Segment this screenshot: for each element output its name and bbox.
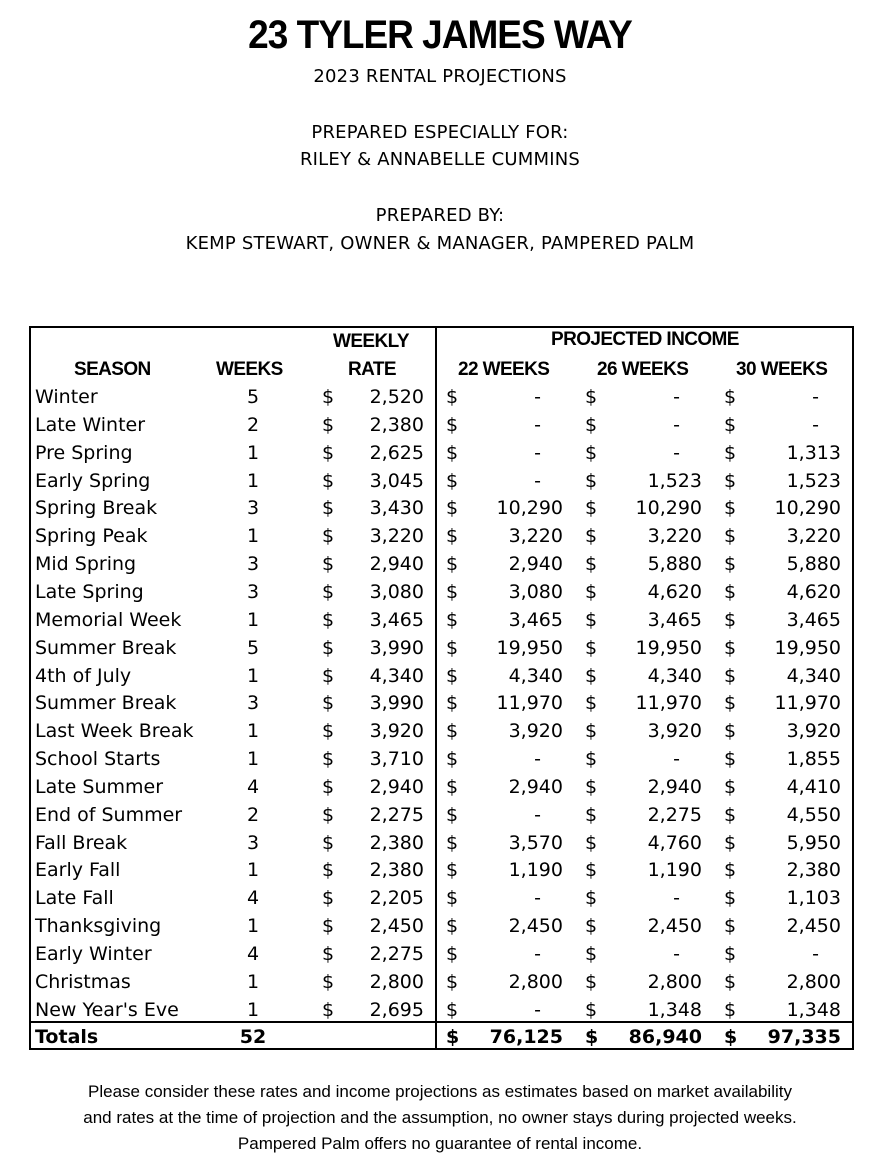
w22-currency: $: [446, 887, 459, 910]
season-cell: Spring Break: [35, 497, 158, 520]
season-cell: Memorial Week: [35, 608, 182, 631]
season-cell: Thanksgiving: [35, 915, 162, 938]
w22-currency: $: [446, 664, 459, 687]
weeks-cell: 1: [246, 998, 260, 1021]
w30-currency: $: [724, 970, 737, 993]
header-projected-income: PROJECTED INCOME: [551, 329, 739, 350]
rate-currency: $: [322, 413, 335, 436]
w22-currency: $: [446, 580, 459, 603]
w26-cell: 4,620: [647, 580, 702, 603]
weeks-cell: 5: [246, 636, 260, 659]
weeks-cell: 2: [246, 803, 260, 826]
weeks-cell: 4: [246, 943, 260, 965]
w30-cell: 11,970: [774, 692, 841, 715]
totals-divider: [29, 1021, 854, 1023]
season-cell: Late Spring: [35, 580, 144, 603]
rate-cell: 3,465: [369, 608, 424, 631]
totals-weeks: 52: [239, 1026, 267, 1048]
w30-cell: 4,340: [786, 664, 841, 687]
w26-cell: 5,880: [647, 553, 702, 576]
rate-currency: $: [322, 970, 335, 993]
w22-cell: -: [534, 887, 541, 910]
season-cell: Summer Break: [35, 636, 177, 659]
w22-cell: 3,920: [508, 720, 563, 743]
w22-currency: $: [446, 859, 459, 882]
weeks-cell: 3: [246, 497, 260, 520]
weeks-cell: 1: [246, 469, 260, 492]
w30-cell: 2,450: [786, 915, 841, 938]
header-26-weeks: 26 WEEKS: [597, 359, 689, 380]
w26-currency: $: [585, 413, 598, 436]
rate-cell: 4,340: [369, 664, 424, 687]
w30-currency: $: [724, 497, 737, 520]
w22-cell: -: [534, 441, 541, 464]
totals-currency-30: $: [724, 1026, 738, 1048]
rate-cell: 3,220: [369, 525, 424, 548]
rate-cell: 2,275: [369, 803, 424, 826]
w22-cell: 3,570: [508, 831, 563, 854]
season-cell: End of Summer: [35, 803, 183, 826]
w26-cell: 4,340: [647, 664, 702, 687]
w22-currency: $: [446, 748, 459, 771]
rate-currency: $: [322, 386, 335, 408]
w30-cell: 3,465: [786, 608, 841, 631]
w26-cell: -: [673, 413, 680, 436]
w22-currency: $: [446, 636, 459, 659]
rate-cell: 3,710: [369, 748, 424, 771]
w26-currency: $: [585, 469, 598, 492]
w30-currency: $: [724, 413, 737, 436]
header-season: SEASON: [74, 359, 151, 380]
header-weeks: WEEKS: [216, 359, 283, 380]
w30-cell: -: [812, 386, 819, 408]
weeks-cell: 1: [246, 970, 260, 993]
w26-currency: $: [585, 497, 598, 520]
totals-30-weeks: 97,335: [767, 1026, 841, 1048]
w30-currency: $: [724, 525, 737, 548]
w30-cell: 19,950: [774, 636, 841, 659]
prepared-by-label: PREPARED BY:: [375, 205, 505, 226]
w26-cell: 3,220: [647, 525, 702, 548]
w22-cell: 3,465: [508, 608, 563, 631]
weeks-cell: 1: [246, 608, 260, 631]
w26-cell: -: [673, 887, 680, 910]
season-cell: Mid Spring: [35, 553, 137, 576]
w26-currency: $: [585, 998, 598, 1021]
w30-currency: $: [724, 692, 737, 715]
season-cell: 4th of July: [35, 664, 132, 687]
rate-cell: 2,940: [369, 553, 424, 576]
w22-cell: 3,220: [508, 525, 563, 548]
table-column-divider: [435, 326, 437, 1050]
w30-currency: $: [724, 859, 737, 882]
w26-currency: $: [585, 803, 598, 826]
w26-currency: $: [585, 608, 598, 631]
header-22-weeks: 22 WEEKS: [458, 359, 550, 380]
rate-cell: 3,080: [369, 580, 424, 603]
w26-cell: 1,190: [647, 859, 702, 882]
w22-cell: -: [534, 943, 541, 965]
rate-cell: 2,520: [369, 386, 424, 408]
season-cell: Late Fall: [35, 887, 114, 910]
rate-cell: 3,430: [369, 497, 424, 520]
weeks-cell: 4: [246, 887, 260, 910]
w26-currency: $: [585, 664, 598, 687]
season-cell: Last Week Break: [35, 720, 194, 743]
weeks-cell: 1: [246, 915, 260, 938]
w30-currency: $: [724, 636, 737, 659]
rate-currency: $: [322, 553, 335, 576]
rate-currency: $: [322, 887, 335, 910]
rate-cell: 2,380: [369, 413, 424, 436]
w30-cell: 2,800: [786, 970, 841, 993]
rate-currency: $: [322, 441, 335, 464]
w26-currency: $: [585, 441, 598, 464]
w26-currency: $: [585, 887, 598, 910]
w22-cell: 2,800: [508, 970, 563, 993]
disclaimer-line-1: Please consider these rates and income projections as estimates based on market availability: [88, 1082, 792, 1101]
w30-cell: 1,855: [786, 748, 841, 771]
weeks-cell: 1: [246, 859, 260, 882]
w26-cell: 2,940: [647, 775, 702, 798]
prepared-for-name: RILEY & ANNABELLE CUMMINS: [299, 149, 581, 170]
weeks-cell: 1: [246, 664, 260, 687]
w26-cell: -: [673, 748, 680, 771]
w22-currency: $: [446, 831, 459, 854]
w26-currency: $: [585, 692, 598, 715]
totals-22-weeks: 76,125: [489, 1026, 563, 1048]
weeks-cell: 5: [246, 386, 260, 408]
season-cell: Summer Break: [35, 692, 177, 715]
w30-cell: 1,348: [786, 998, 841, 1021]
w26-currency: $: [585, 386, 598, 408]
w22-cell: 2,940: [508, 775, 563, 798]
w30-cell: 1,313: [786, 441, 841, 464]
rate-currency: $: [322, 469, 335, 492]
w26-currency: $: [585, 859, 598, 882]
w22-currency: $: [446, 915, 459, 938]
w30-currency: $: [724, 775, 737, 798]
rate-cell: 2,380: [369, 831, 424, 854]
disclaimer-line-2: and rates at the time of projection and the assumption, no owner stays during projected weeks.: [83, 1108, 797, 1127]
rate-currency: $: [322, 915, 335, 938]
rate-cell: 2,800: [369, 970, 424, 993]
rate-currency: $: [322, 748, 335, 771]
w30-cell: 4,620: [786, 580, 841, 603]
w26-cell: 3,920: [647, 720, 702, 743]
w22-currency: $: [446, 469, 459, 492]
totals-currency-26: $: [585, 1026, 599, 1048]
header-rate: RATE: [348, 359, 396, 380]
w26-cell: -: [673, 943, 680, 965]
w30-currency: $: [724, 386, 737, 408]
w26-cell: 10,290: [635, 497, 702, 520]
rate-currency: $: [322, 525, 335, 548]
rate-currency: $: [322, 664, 335, 687]
w22-cell: 3,080: [508, 580, 563, 603]
header-30-weeks: 30 WEEKS: [736, 359, 828, 380]
rate-currency: $: [322, 720, 335, 743]
w30-cell: 1,103: [786, 887, 841, 910]
w30-cell: 3,220: [786, 525, 841, 548]
rate-currency: $: [322, 580, 335, 603]
w30-currency: $: [724, 943, 737, 965]
w22-currency: $: [446, 803, 459, 826]
season-cell: Early Winter: [35, 943, 152, 965]
season-cell: Christmas: [35, 970, 131, 993]
w26-currency: $: [585, 553, 598, 576]
weeks-cell: 3: [246, 580, 260, 603]
w22-cell: -: [534, 748, 541, 771]
w22-cell: 10,290: [496, 497, 563, 520]
w30-currency: $: [724, 831, 737, 854]
rate-cell: 3,990: [369, 636, 424, 659]
w30-cell: 10,290: [774, 497, 841, 520]
w22-currency: $: [446, 943, 459, 965]
header-weekly: WEEKLY: [333, 331, 409, 352]
w26-currency: $: [585, 970, 598, 993]
rate-currency: $: [322, 831, 335, 854]
disclaimer-line-3: Pampered Palm offers no guarantee of rental income.: [237, 1134, 643, 1153]
season-cell: Winter: [35, 386, 98, 408]
rate-cell: 2,380: [369, 859, 424, 882]
w26-cell: 11,970: [635, 692, 702, 715]
w22-cell: 2,450: [508, 915, 563, 938]
w26-currency: $: [585, 720, 598, 743]
w22-cell: 19,950: [496, 636, 563, 659]
weeks-cell: 3: [246, 553, 260, 576]
w22-currency: $: [446, 497, 459, 520]
w22-cell: -: [534, 998, 541, 1021]
season-cell: Fall Break: [35, 831, 128, 854]
season-cell: New Year's Eve: [35, 998, 179, 1021]
w22-cell: -: [534, 803, 541, 826]
w26-cell: -: [673, 386, 680, 408]
w22-cell: -: [534, 413, 541, 436]
w26-currency: $: [585, 775, 598, 798]
weeks-cell: 2: [246, 413, 260, 436]
w26-currency: $: [585, 831, 598, 854]
rate-currency: $: [322, 636, 335, 659]
document-subtitle: 2023 RENTAL PROJECTIONS: [313, 66, 567, 87]
w30-cell: 5,950: [786, 831, 841, 854]
w30-currency: $: [724, 580, 737, 603]
w26-cell: 19,950: [635, 636, 702, 659]
w26-cell: 4,760: [647, 831, 702, 854]
rate-cell: 2,695: [369, 998, 424, 1021]
w22-cell: -: [534, 469, 541, 492]
weeks-cell: 1: [246, 720, 260, 743]
w30-currency: $: [724, 720, 737, 743]
w22-currency: $: [446, 441, 459, 464]
season-cell: Spring Peak: [35, 525, 148, 548]
season-cell: School Starts: [35, 748, 161, 771]
totals-label: Totals: [35, 1026, 99, 1048]
weeks-cell: 4: [246, 775, 260, 798]
rate-currency: $: [322, 497, 335, 520]
w26-currency: $: [585, 943, 598, 965]
w30-currency: $: [724, 553, 737, 576]
rate-cell: 2,940: [369, 775, 424, 798]
w30-cell: -: [812, 413, 819, 436]
weeks-cell: 1: [246, 525, 260, 548]
w26-currency: $: [585, 525, 598, 548]
rate-cell: 2,205: [369, 887, 424, 910]
rate-currency: $: [322, 859, 335, 882]
season-cell: Late Summer: [35, 775, 164, 798]
w22-currency: $: [446, 386, 459, 408]
w22-currency: $: [446, 608, 459, 631]
rate-currency: $: [322, 775, 335, 798]
rate-cell: 2,450: [369, 915, 424, 938]
w22-currency: $: [446, 692, 459, 715]
w22-currency: $: [446, 553, 459, 576]
rate-currency: $: [322, 803, 335, 826]
totals-26-weeks: 86,940: [628, 1026, 702, 1048]
w26-cell: 3,465: [647, 608, 702, 631]
w26-cell: 2,275: [647, 803, 702, 826]
w30-cell: 3,920: [786, 720, 841, 743]
w26-currency: $: [585, 748, 598, 771]
w22-currency: $: [446, 413, 459, 436]
rate-cell: 3,045: [369, 469, 424, 492]
rate-cell: 2,625: [369, 441, 424, 464]
w30-currency: $: [724, 664, 737, 687]
rate-currency: $: [322, 692, 335, 715]
season-cell: Early Fall: [35, 859, 121, 882]
w30-cell: 2,380: [786, 859, 841, 882]
w26-cell: 1,348: [647, 998, 702, 1021]
totals-currency-22: $: [446, 1026, 460, 1048]
season-cell: Late Winter: [35, 413, 146, 436]
document-title: 23 TYLER JAMES WAY: [248, 12, 632, 57]
weeks-cell: 3: [246, 831, 260, 854]
weeks-cell: 3: [246, 692, 260, 715]
w26-cell: 1,523: [647, 469, 702, 492]
season-cell: Early Spring: [35, 469, 151, 492]
w30-cell: -: [812, 943, 819, 965]
w22-currency: $: [446, 720, 459, 743]
w30-currency: $: [724, 803, 737, 826]
weeks-cell: 1: [246, 441, 260, 464]
w30-currency: $: [724, 748, 737, 771]
w22-currency: $: [446, 525, 459, 548]
w22-cell: -: [534, 386, 541, 408]
rate-currency: $: [322, 608, 335, 631]
w22-currency: $: [446, 970, 459, 993]
w22-cell: 11,970: [496, 692, 563, 715]
w30-currency: $: [724, 441, 737, 464]
w30-cell: 1,523: [786, 469, 841, 492]
w22-cell: 2,940: [508, 553, 563, 576]
w30-cell: 4,410: [786, 775, 841, 798]
prepared-for-label: PREPARED ESPECIALLY FOR:: [311, 122, 569, 143]
w26-currency: $: [585, 915, 598, 938]
w30-cell: 5,880: [786, 553, 841, 576]
w22-currency: $: [446, 998, 459, 1021]
weeks-cell: 1: [246, 748, 260, 771]
w22-currency: $: [446, 775, 459, 798]
w30-currency: $: [724, 608, 737, 631]
w22-cell: 1,190: [508, 859, 563, 882]
w30-cell: 4,550: [786, 803, 841, 826]
w30-currency: $: [724, 469, 737, 492]
w26-currency: $: [585, 636, 598, 659]
w22-cell: 4,340: [508, 664, 563, 687]
w26-cell: 2,800: [647, 970, 702, 993]
rate-cell: 3,920: [369, 720, 424, 743]
prepared-by-name: KEMP STEWART, OWNER & MANAGER, PAMPERED PALM: [185, 233, 695, 254]
rate-currency: $: [322, 943, 335, 965]
season-cell: Pre Spring: [35, 441, 133, 464]
w30-currency: $: [724, 887, 737, 910]
w30-currency: $: [724, 915, 737, 938]
w30-currency: $: [724, 998, 737, 1021]
rate-currency: $: [322, 998, 335, 1021]
w26-cell: -: [673, 441, 680, 464]
w26-currency: $: [585, 580, 598, 603]
w26-cell: 2,450: [647, 915, 702, 938]
rate-cell: 3,990: [369, 692, 424, 715]
rate-cell: 2,275: [369, 943, 424, 965]
